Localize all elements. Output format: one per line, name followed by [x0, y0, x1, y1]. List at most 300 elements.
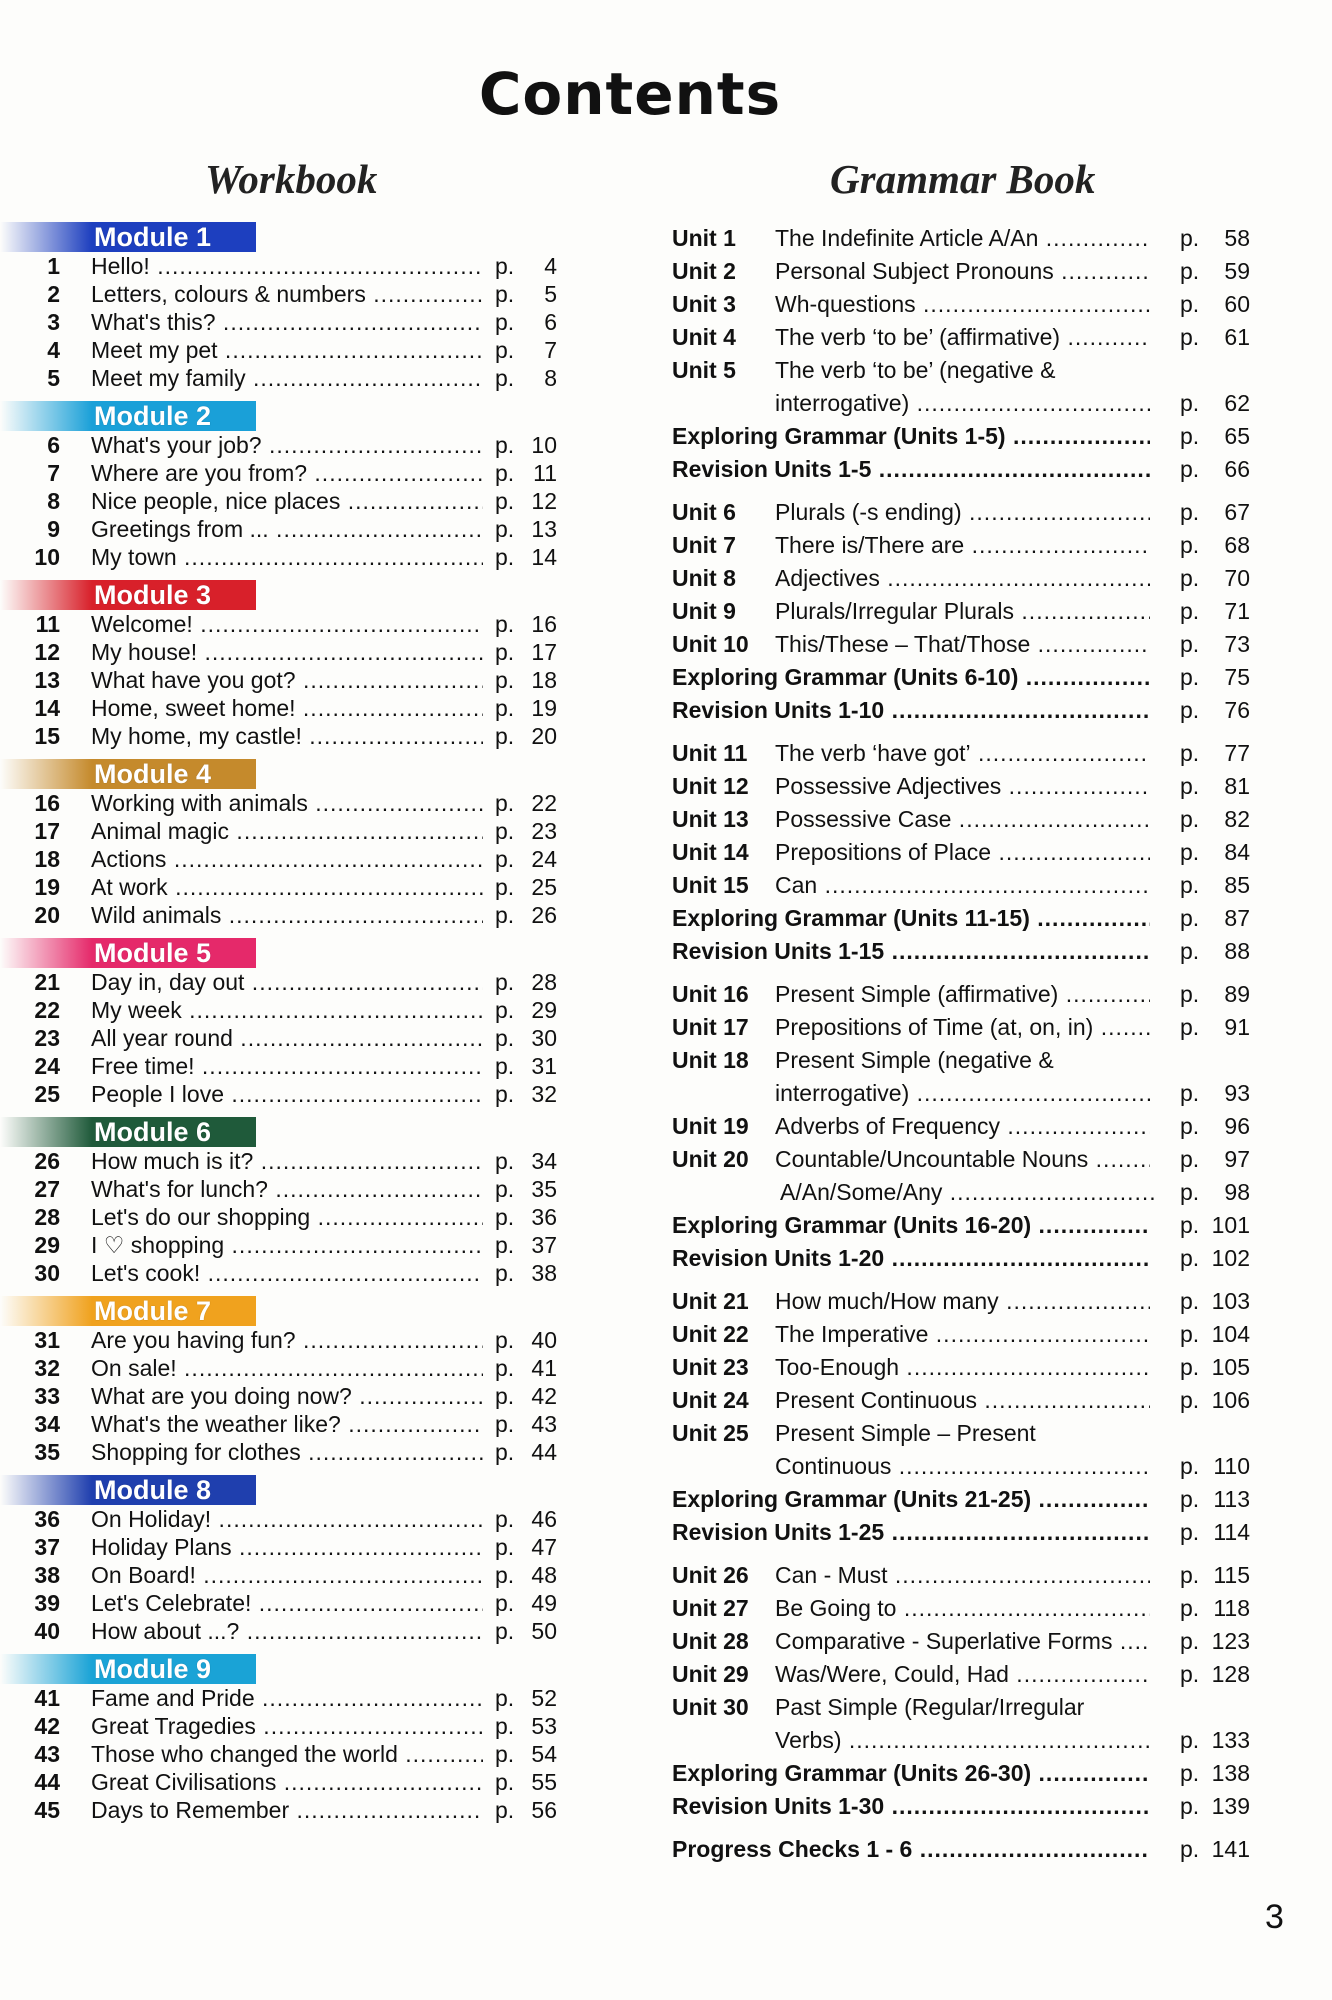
grammar-unit-label: Unit 12 [672, 773, 749, 799]
grammar-page: 97 [1224, 1146, 1250, 1172]
grammar-unit-title: Present Continuous ..... [775, 1384, 1150, 1417]
lesson-title: Hello! ..... [91, 252, 483, 280]
lesson-number: 33 [34, 1383, 60, 1409]
lesson-title: What are you doing now? ..... [91, 1382, 483, 1410]
lesson-row [0, 845, 570, 873]
lesson-number: 11 [35, 611, 60, 637]
grammar-page: 62 [1224, 390, 1250, 416]
grammar-unit-label: Unit 4 [672, 324, 736, 350]
grammar-page: 98 [1224, 1179, 1250, 1205]
module-section [0, 222, 570, 392]
lesson-row [0, 459, 570, 487]
lesson-number: 34 [34, 1411, 60, 1437]
grammar-page: 91 [1224, 1014, 1250, 1040]
lesson-number: 4 [47, 337, 60, 363]
lesson-title: Let's cook! ..... [91, 1259, 483, 1287]
page-prefix: p. [495, 1797, 515, 1823]
lesson-title: How about ...? ..... [91, 1617, 483, 1645]
module-section [0, 938, 570, 1108]
lesson-number: 37 [34, 1534, 60, 1560]
lesson-number: 23 [34, 1025, 60, 1051]
page-prefix: p. [495, 1081, 515, 1107]
page-prefix: p. [495, 997, 515, 1023]
lesson-row [0, 1589, 570, 1617]
lesson-number: 40 [34, 1618, 60, 1644]
lesson-page: 56 [531, 1797, 557, 1823]
page-prefix: p. [1180, 258, 1200, 284]
lesson-row [0, 1382, 570, 1410]
module-banner [0, 401, 570, 431]
grammar-group [672, 737, 1272, 968]
lesson-page: 24 [531, 846, 557, 872]
page-prefix: p. [495, 1232, 515, 1258]
grammar-unit-title: Too-Enough ..... [775, 1351, 1150, 1384]
grammar-unit-label: Unit 9 [672, 598, 736, 624]
grammar-unit-label: Unit 18 [672, 1047, 749, 1073]
lesson-title: At work ..... [91, 873, 483, 901]
grammar-unit-title: This/These – That/Those ..... [775, 628, 1150, 661]
grammar-page: 96 [1224, 1113, 1250, 1139]
page-prefix: p. [495, 1534, 515, 1560]
page-prefix: p. [495, 1562, 515, 1588]
module-section [0, 1654, 570, 1824]
lesson-page: 17 [531, 639, 557, 665]
page-prefix: p. [1180, 740, 1200, 766]
lesson-page: 14 [531, 544, 557, 570]
grammar-unit-label: Unit 23 [672, 1354, 749, 1380]
grammar-row [672, 869, 1272, 902]
grammar-unit-title: Present Simple (negative & [775, 1047, 1054, 1073]
grammar-row [672, 1559, 1272, 1592]
module-banner [0, 938, 570, 968]
grammar-row [672, 1516, 1272, 1549]
page-prefix: p. [1180, 390, 1200, 416]
grammar-group [672, 496, 1272, 727]
lesson-title: Nice people, nice places ..... [91, 487, 483, 515]
grammar-row [672, 1351, 1272, 1384]
lesson-number: 5 [47, 365, 60, 391]
lesson-title: Are you having fun? ..... [91, 1326, 483, 1354]
lesson-page: 28 [531, 969, 557, 995]
grammar-row [672, 387, 1272, 420]
lesson-page: 35 [531, 1176, 557, 1202]
grammar-page: 110 [1213, 1453, 1250, 1479]
lesson-number: 42 [34, 1713, 60, 1739]
lesson-page: 8 [544, 365, 557, 391]
lesson-row [0, 1796, 570, 1824]
module-section [0, 1117, 570, 1287]
page-prefix: p. [1180, 872, 1200, 898]
lesson-title: Welcome! ..... [91, 610, 483, 638]
grammar-page: 58 [1224, 225, 1250, 251]
grammar-group [672, 978, 1272, 1275]
lesson-number: 19 [34, 874, 60, 900]
lesson-title: Home, sweet home! ..... [91, 694, 483, 722]
module-label: Module 1 [92, 222, 256, 252]
grammar-page: 70 [1224, 565, 1250, 591]
grammar-unit-label: Unit 13 [672, 806, 749, 832]
grammar-page: 85 [1224, 872, 1250, 898]
grammar-unit-title: Personal Subject Pronouns ..... [775, 255, 1150, 288]
grammar-unit-label: Unit 24 [672, 1387, 749, 1413]
lesson-page: 40 [531, 1327, 557, 1353]
lesson-page: 42 [531, 1383, 557, 1409]
module-banner-gradient [0, 1296, 92, 1326]
lesson-number: 2 [47, 281, 60, 307]
lesson-row [0, 817, 570, 845]
grammar-unit-title: Can - Must ..... [775, 1559, 1150, 1592]
lesson-title: My house! ..... [91, 638, 483, 666]
grammar-unit-label: Unit 29 [672, 1661, 749, 1687]
lesson-number: 41 [34, 1685, 60, 1711]
page-prefix: p. [1180, 324, 1200, 350]
lesson-row [0, 1712, 570, 1740]
lesson-title: Shopping for clothes ..... [91, 1438, 483, 1466]
lesson-page: 18 [531, 667, 557, 693]
lesson-number: 15 [34, 723, 60, 749]
lesson-page: 16 [531, 611, 557, 637]
lesson-title: Days to Remember ..... [91, 1796, 483, 1824]
lesson-row [0, 1740, 570, 1768]
lesson-title: Actions ..... [91, 845, 483, 873]
grammar-section-title: Revision Units 1-30 ..... [672, 1790, 1150, 1823]
grammar-unit-title: There is/There are ..... [775, 529, 1150, 562]
lesson-number: 44 [34, 1769, 60, 1795]
lesson-number: 7 [47, 460, 60, 486]
lesson-page: 10 [531, 432, 557, 458]
lesson-row [0, 252, 570, 280]
page-number: 3 [1265, 1898, 1284, 1936]
lesson-number: 29 [34, 1232, 60, 1258]
grammar-unit-title: Plurals (-s ending) ..... [775, 496, 1150, 529]
lesson-page: 13 [531, 516, 557, 542]
lesson-page: 55 [531, 1769, 557, 1795]
grammar-row [672, 1011, 1272, 1044]
grammar-section-title: Exploring Grammar (Units 6-10) ..... [672, 661, 1150, 694]
grammar-row [672, 288, 1272, 321]
page-prefix: p. [495, 1411, 515, 1437]
lesson-title: What's your job? ..... [91, 431, 483, 459]
grammar-unit-label: Unit 15 [672, 872, 749, 898]
page-prefix: p. [1180, 1836, 1200, 1862]
lesson-row [0, 789, 570, 817]
page-prefix: p. [1180, 1661, 1200, 1687]
lesson-row [0, 610, 570, 638]
lesson-number: 22 [34, 997, 60, 1023]
grammar-row [672, 354, 1272, 387]
lesson-title: Great Civilisations ..... [91, 1768, 483, 1796]
grammar-row [672, 529, 1272, 562]
page-prefix: p. [495, 1439, 515, 1465]
lesson-row [0, 1024, 570, 1052]
grammar-section-title: Exploring Grammar (Units 21-25) ..... [672, 1483, 1150, 1516]
grammar-unit-title: Possessive Adjectives ..... [775, 770, 1150, 803]
grammar-page: 102 [1211, 1245, 1250, 1271]
page-prefix: p. [495, 969, 515, 995]
page-prefix: p. [1180, 1727, 1200, 1753]
lesson-title: I ♡ shopping ..... [91, 1231, 483, 1259]
lesson-page: 53 [531, 1713, 557, 1739]
grammar-page: 138 [1211, 1760, 1250, 1786]
module-banner [0, 1475, 570, 1505]
module-banner-gradient [0, 1475, 92, 1505]
lesson-number: 10 [34, 544, 60, 570]
page-prefix: p. [495, 611, 515, 637]
grammar-row [672, 562, 1272, 595]
grammar-page: 73 [1224, 631, 1250, 657]
lesson-title: My home, my castle! ..... [91, 722, 483, 750]
lesson-number: 13 [34, 667, 60, 693]
grammar-unit-label: Unit 5 [672, 357, 736, 383]
grammar-row [672, 420, 1272, 453]
page-prefix: p. [495, 1741, 515, 1767]
page-prefix: p. [495, 1355, 515, 1381]
lesson-number: 20 [34, 902, 60, 928]
grammar-page: 133 [1211, 1727, 1250, 1753]
page-prefix: p. [495, 516, 515, 542]
grammar-row [672, 1691, 1272, 1724]
grammar-row [672, 628, 1272, 661]
lesson-row [0, 1080, 570, 1108]
grammar-row [672, 1833, 1272, 1866]
lesson-title: Let's Celebrate! ..... [91, 1589, 483, 1617]
lesson-row [0, 722, 570, 750]
page-prefix: p. [495, 1506, 515, 1532]
page-prefix: p. [495, 1769, 515, 1795]
lesson-page: 12 [531, 488, 557, 514]
page-prefix: p. [1180, 1595, 1200, 1621]
module-label: Module 2 [92, 401, 256, 431]
grammar-row [672, 453, 1272, 486]
module-section [0, 1475, 570, 1645]
page-prefix: p. [1180, 1146, 1200, 1172]
lesson-number: 18 [34, 846, 60, 872]
grammar-section-title: Exploring Grammar (Units 11-15) ..... [672, 902, 1150, 935]
page-prefix: p. [1180, 1113, 1200, 1139]
grammar-page: 68 [1224, 532, 1250, 558]
grammar-row [672, 1658, 1272, 1691]
lesson-title: My week ..... [91, 996, 483, 1024]
grammar-unit-title: Plurals/Irregular Plurals ..... [775, 595, 1150, 628]
grammar-section-title: Revision Units 1-5 ..... [672, 453, 1150, 486]
grammar-unit-label: Unit 14 [672, 839, 749, 865]
page-prefix: p. [1180, 773, 1200, 799]
page-prefix: p. [495, 1327, 515, 1353]
grammar-page: 82 [1224, 806, 1250, 832]
lesson-number: 25 [34, 1081, 60, 1107]
page-prefix: p. [495, 667, 515, 693]
page-prefix: p. [1180, 1179, 1200, 1205]
grammar-page: 101 [1211, 1212, 1250, 1238]
lesson-page: 4 [544, 253, 557, 279]
grammar-page: 115 [1213, 1562, 1250, 1588]
grammar-page: 105 [1211, 1354, 1250, 1380]
module-banner-gradient [0, 580, 92, 610]
grammar-section-title: Revision Units 1-20 ..... [672, 1242, 1150, 1275]
page-prefix: p. [495, 1053, 515, 1079]
grammar-unit-title: interrogative) ..... [775, 1077, 1150, 1110]
lesson-title: Let's do our shopping ..... [91, 1203, 483, 1231]
grammar-unit-label: Unit 19 [672, 1113, 749, 1139]
grammar-unit-label: Unit 8 [672, 565, 736, 591]
module-section [0, 580, 570, 750]
page-prefix: p. [495, 337, 515, 363]
page-prefix: p. [1180, 664, 1200, 690]
page-prefix: p. [495, 902, 515, 928]
page-prefix: p. [1180, 1080, 1200, 1106]
grammar-section-title: Revision Units 1-10 ..... [672, 694, 1150, 727]
grammar-row [672, 1176, 1272, 1209]
lesson-title: Letters, colours & numbers ..... [91, 280, 483, 308]
grammar-page: 61 [1224, 324, 1250, 350]
grammar-group [672, 1833, 1272, 1866]
lesson-row [0, 1768, 570, 1796]
grammar-row [672, 1209, 1272, 1242]
lesson-page: 41 [531, 1355, 557, 1381]
page-prefix: p. [1180, 1562, 1200, 1588]
module-section [0, 1296, 570, 1466]
page-prefix: p. [1180, 905, 1200, 931]
page-prefix: p. [1180, 981, 1200, 1007]
page-prefix: p. [495, 846, 515, 872]
module-label: Module 7 [92, 1296, 256, 1326]
grammar-section-title: Revision Units 1-25 ..... [672, 1516, 1150, 1549]
lesson-title: People I love ..... [91, 1080, 483, 1108]
page-prefix: p. [495, 818, 515, 844]
lesson-number: 9 [47, 516, 60, 542]
lesson-number: 36 [34, 1506, 60, 1532]
page-prefix: p. [495, 309, 515, 335]
grammar-row [672, 1724, 1272, 1757]
page-prefix: p. [1180, 806, 1200, 832]
grammar-row [672, 935, 1272, 968]
module-label: Module 8 [92, 1475, 256, 1505]
page-prefix: p. [1180, 423, 1200, 449]
lesson-title: How much is it? ..... [91, 1147, 483, 1175]
grammar-page: 89 [1224, 981, 1250, 1007]
lesson-page: 19 [531, 695, 557, 721]
module-label: Module 5 [92, 938, 256, 968]
lesson-row [0, 1203, 570, 1231]
grammar-page: 93 [1224, 1080, 1250, 1106]
lesson-page: 50 [531, 1618, 557, 1644]
grammar-row [672, 1143, 1272, 1176]
page-prefix: p. [495, 1176, 515, 1202]
lesson-number: 8 [47, 488, 60, 514]
grammar-book-contents [672, 222, 1272, 1876]
page-prefix: p. [1180, 1387, 1200, 1413]
lesson-page: 43 [531, 1411, 557, 1437]
lesson-page: 31 [531, 1053, 557, 1079]
lesson-number: 14 [34, 695, 60, 721]
lesson-title: Those who changed the world ..... [91, 1740, 483, 1768]
grammar-unit-title: interrogative) ..... [775, 387, 1150, 420]
grammar-section-title: Exploring Grammar (Units 1-5) ..... [672, 420, 1150, 453]
grammar-unit-label: Unit 16 [672, 981, 749, 1007]
grammar-page: 84 [1224, 839, 1250, 865]
module-banner-gradient [0, 759, 92, 789]
module-banner-gradient [0, 222, 92, 252]
lesson-title: Day in, day out ..... [91, 968, 483, 996]
grammar-row [672, 836, 1272, 869]
lesson-row [0, 1147, 570, 1175]
page-prefix: p. [495, 1025, 515, 1051]
grammar-unit-label: Unit 17 [672, 1014, 749, 1040]
grammar-unit-title: The verb ‘to be’ (negative & [775, 357, 1056, 383]
lesson-page: 37 [531, 1232, 557, 1258]
lesson-title: Where are you from? ..... [91, 459, 483, 487]
page-title: Contents [478, 60, 782, 128]
grammar-unit-title: Wh-questions ..... [775, 288, 1150, 321]
lesson-row [0, 638, 570, 666]
lesson-page: 7 [544, 337, 557, 363]
grammar-page: 139 [1211, 1793, 1250, 1819]
lesson-row [0, 280, 570, 308]
grammar-unit-label: Unit 28 [672, 1628, 749, 1654]
lesson-row [0, 1410, 570, 1438]
lesson-title: My town ..... [91, 543, 483, 571]
grammar-unit-title: The verb ‘to be’ (affirmative) ..... [775, 321, 1150, 354]
lesson-number: 1 [47, 253, 60, 279]
lesson-row [0, 1617, 570, 1645]
page-prefix: p. [495, 365, 515, 391]
lesson-number: 31 [34, 1327, 60, 1353]
grammar-unit-label: Unit 30 [672, 1694, 749, 1720]
page-prefix: p. [1180, 1288, 1200, 1314]
grammar-page: 76 [1224, 697, 1250, 723]
lesson-row [0, 487, 570, 515]
grammar-unit-title: Prepositions of Time (at, on, in) ..... [775, 1011, 1150, 1044]
grammar-unit-title: How much/How many ..... [775, 1285, 1150, 1318]
grammar-page: 66 [1224, 456, 1250, 482]
page-prefix: p. [1180, 225, 1200, 251]
grammar-unit-title: Past Simple (Regular/Irregular [775, 1694, 1085, 1720]
grammar-row [672, 1592, 1272, 1625]
grammar-unit-title: Countable/Uncountable Nouns ..... [775, 1143, 1150, 1176]
lesson-title: Meet my family ..... [91, 364, 483, 392]
lesson-row [0, 1533, 570, 1561]
grammar-row [672, 1757, 1272, 1790]
grammar-unit-title: Possessive Case ..... [775, 803, 1150, 836]
page-prefix: p. [495, 874, 515, 900]
lesson-row [0, 968, 570, 996]
page-prefix: p. [1180, 1212, 1200, 1238]
lesson-row [0, 873, 570, 901]
grammar-unit-label: Unit 7 [672, 532, 736, 558]
page-prefix: p. [1180, 1321, 1200, 1347]
page-prefix: p. [495, 1148, 515, 1174]
page-prefix: p. [1180, 1760, 1200, 1786]
workbook-contents [0, 222, 570, 1833]
grammar-unit-title: Comparative - Superlative Forms ..... [775, 1625, 1150, 1658]
lesson-row [0, 694, 570, 722]
module-banner [0, 1296, 570, 1326]
lesson-title: On Board! ..... [91, 1561, 483, 1589]
page-prefix: p. [1180, 631, 1200, 657]
lesson-page: 6 [544, 309, 557, 335]
module-banner [0, 1117, 570, 1147]
lesson-row [0, 1052, 570, 1080]
grammar-unit-title: Prepositions of Place ..... [775, 836, 1150, 869]
lesson-number: 21 [34, 969, 60, 995]
lesson-title: Wild animals ..... [91, 901, 483, 929]
page-prefix: p. [495, 695, 515, 721]
lesson-page: 38 [531, 1260, 557, 1286]
module-label: Module 4 [92, 759, 256, 789]
grammar-unit-title: Be Going to ..... [775, 1592, 1150, 1625]
grammar-page: 103 [1211, 1288, 1250, 1314]
grammar-section-title: Progress Checks 1 - 6 ..... [672, 1833, 1150, 1866]
